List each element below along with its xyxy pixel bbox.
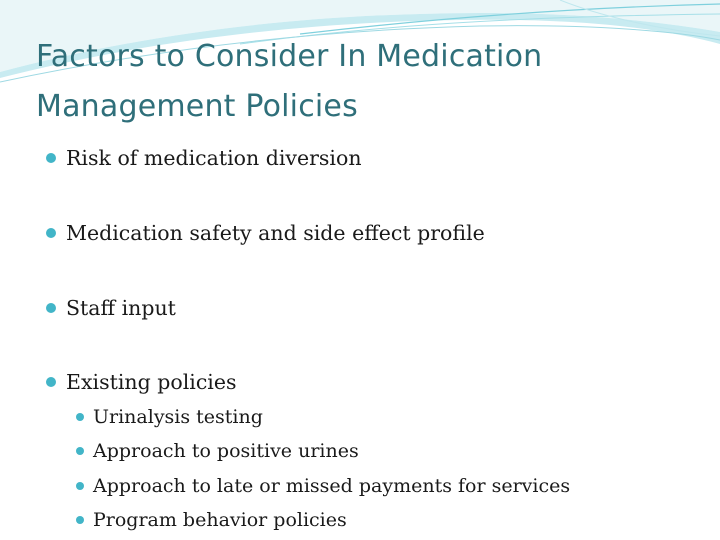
bullet-dot-icon <box>76 482 84 490</box>
bullet-item <box>46 367 237 397</box>
bullet-dot-icon <box>76 516 84 524</box>
bullet-item <box>46 293 176 323</box>
sub-bullet-text: Approach to late or missed payments for services <box>93 475 571 497</box>
sub-bullet-item <box>76 437 359 465</box>
bullet-dot-icon <box>76 447 84 455</box>
sub-bullet-item <box>76 403 263 431</box>
bullet-text: Staff input <box>66 296 176 320</box>
sub-bullet-item <box>76 506 347 534</box>
bullet-dot-icon <box>46 153 56 163</box>
sub-bullet-text: Urinalysis testing <box>93 406 263 428</box>
bullet-item <box>46 218 485 248</box>
sub-bullet-item <box>76 472 570 500</box>
bullet-dot-icon <box>46 377 56 387</box>
bullet-text: Medication safety and side effect profile <box>66 221 485 245</box>
bullet-text: Existing policies <box>66 370 237 394</box>
sub-bullet-text: Program behavior policies <box>93 509 347 531</box>
slide-title: Factors to Consider In Medication Management Policies <box>36 39 543 124</box>
sub-bullet-text: Approach to positive urines <box>93 440 359 462</box>
bullet-text: Risk of medication diversion <box>66 146 362 170</box>
bullet-item <box>46 143 362 173</box>
bullet-dot-icon <box>46 303 56 313</box>
bullet-dot-icon <box>46 228 56 238</box>
bullet-dot-icon <box>76 413 84 421</box>
